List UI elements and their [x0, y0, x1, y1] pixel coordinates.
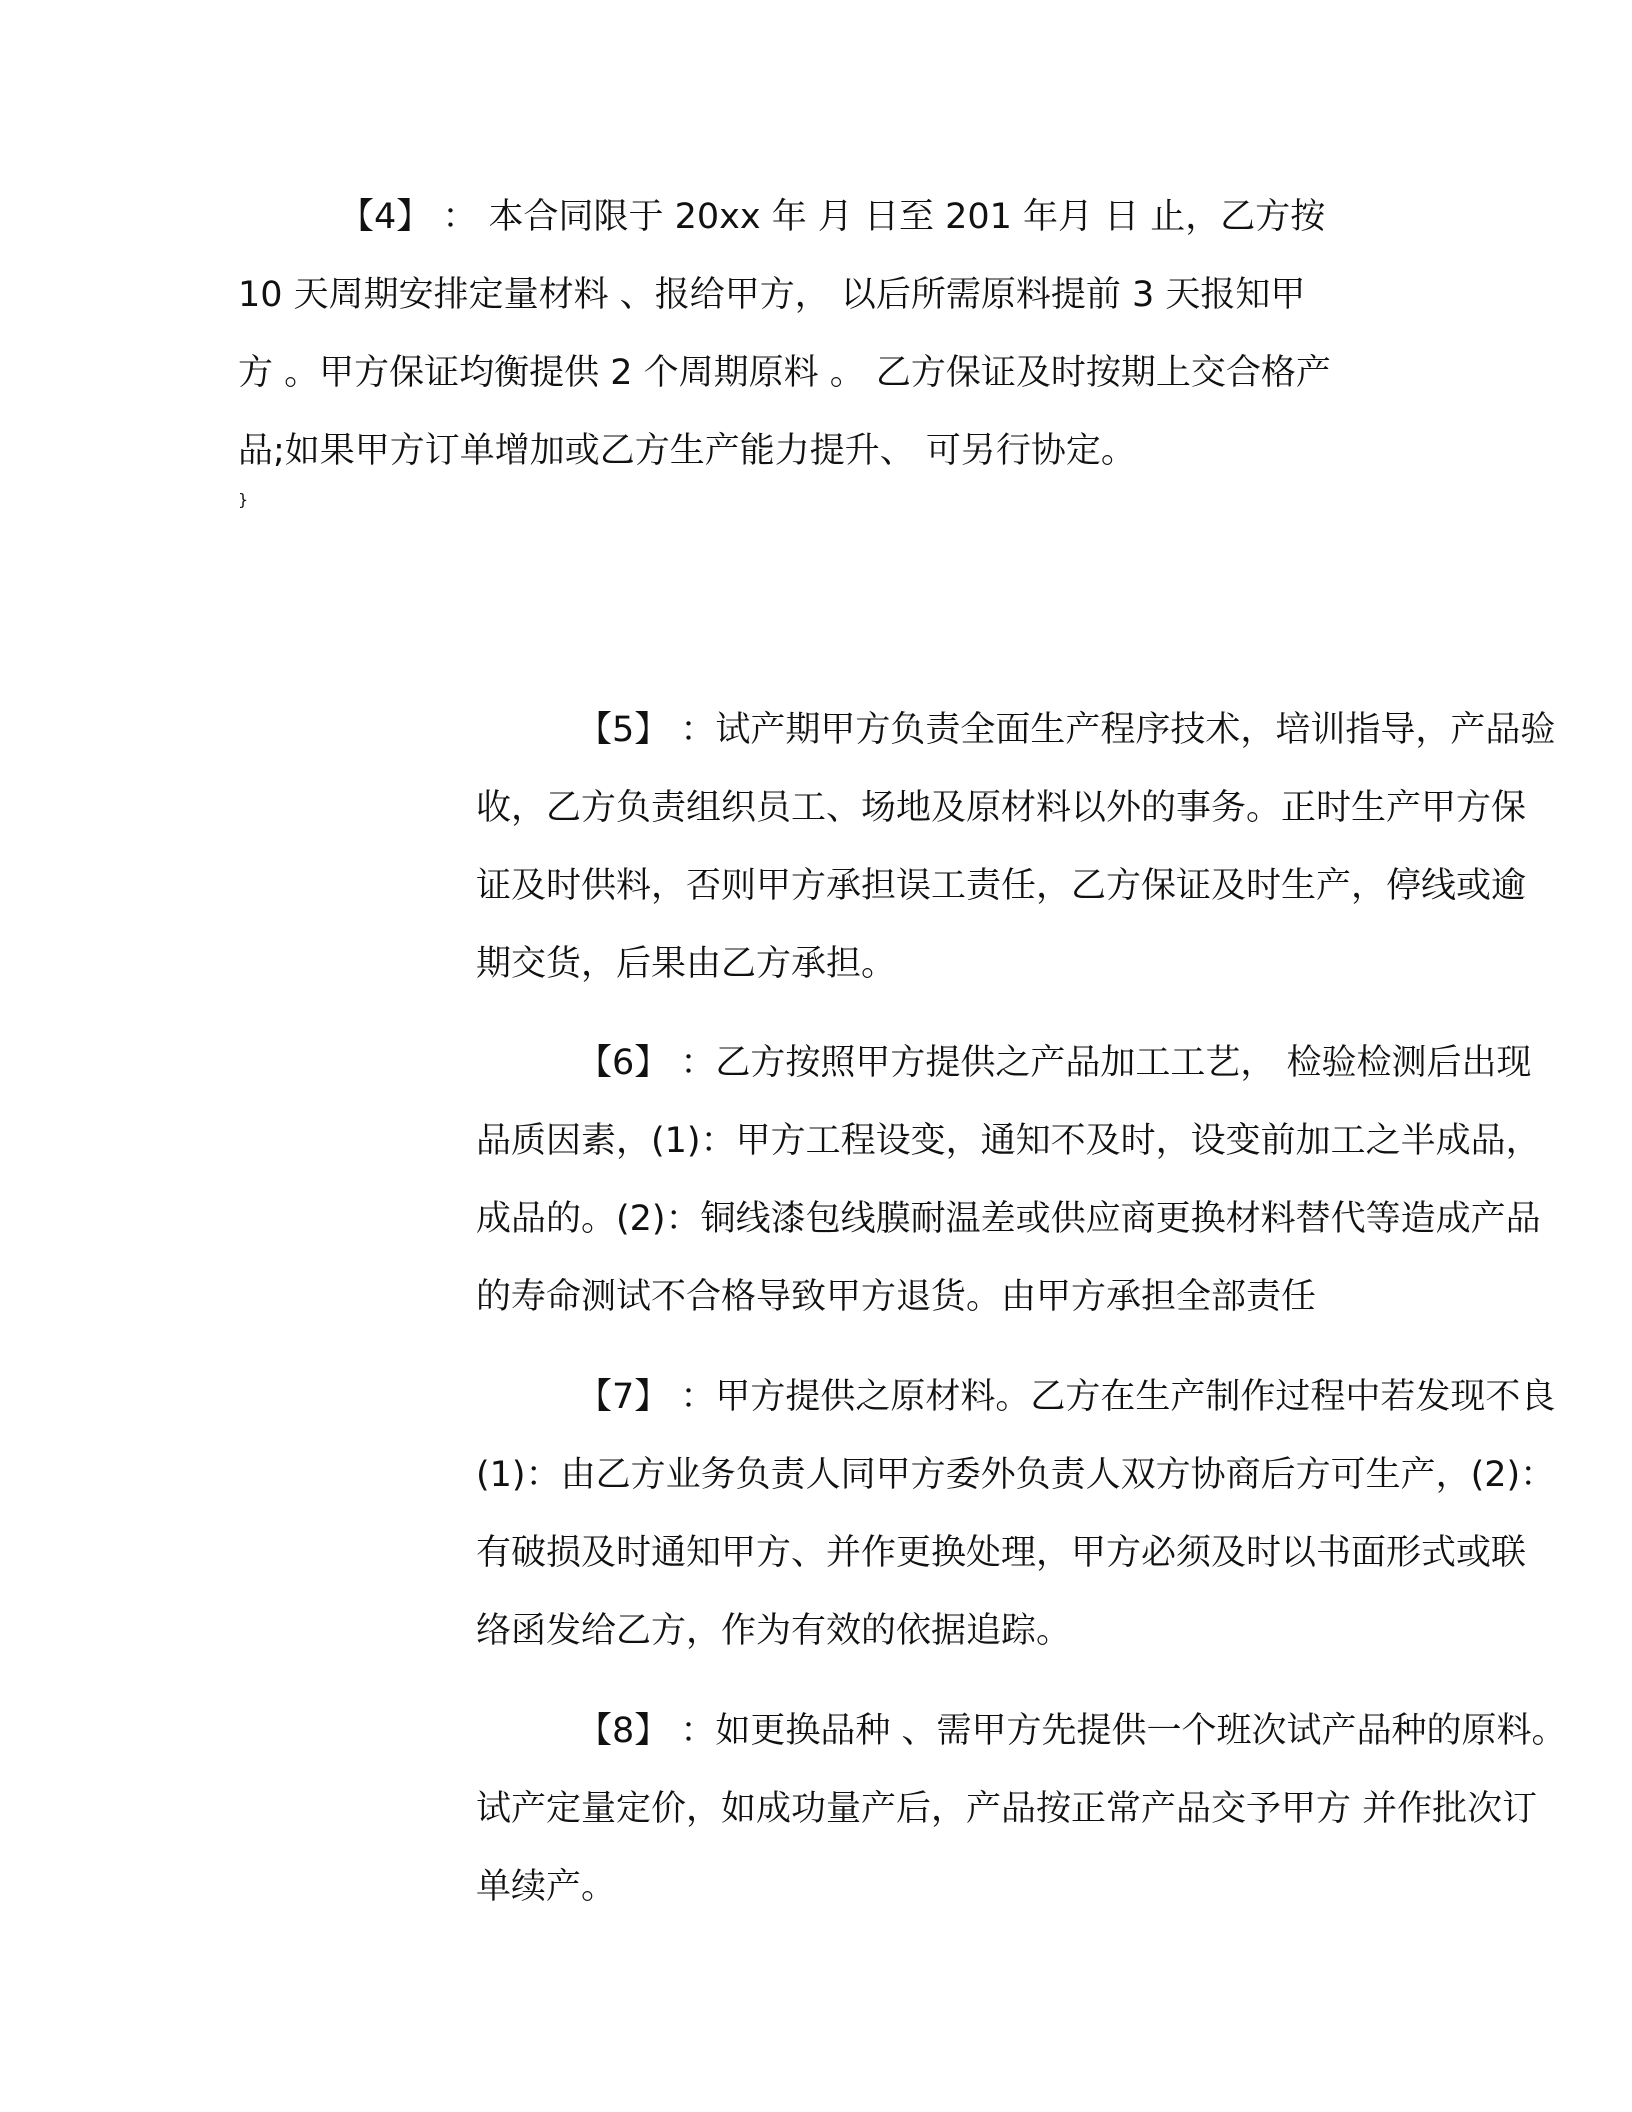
clause-line: 【6】 ：乙方按照甲方提供之产品加工工艺， 检验检测后出现 — [577, 1043, 1532, 1083]
clause-line: (1)：由乙方业务负责人同甲方委外负责人双方协商后方可生产，(2)： — [476, 1455, 1556, 1495]
clause-line: 10 天周期安排定量材料 、报给甲方， 以后所需原料提前 3 天报知甲 — [238, 275, 1306, 315]
clause-line: 品;如果甲方订单增加或乙方生产能力提升、 可另行协定。 — [238, 431, 1136, 471]
clause-line: 络函发给乙方，作为有效的依据追踪。 — [476, 1611, 1072, 1651]
clause-line: 收，乙方负责组织员工、场地及原材料以外的事务。正时生产甲方保 — [476, 788, 1527, 828]
clause-line: 品质因素，(1)：甲方工程设变，通知不及时，设变前加工之半成品， — [476, 1121, 1541, 1161]
clause-line: 单续产。 — [476, 1867, 617, 1907]
clause-6 — [476, 1024, 1626, 1336]
clause-line: 期交货，后果由乙方承担。 — [476, 944, 897, 984]
clause-line: 【7】 ：甲方提供之原材料。乙方在生产制作过程中若发现不良 — [577, 1377, 1556, 1417]
clause-line: 成品的。(2)：铜线漆包线膜耐温差或供应商更换材料替代等造成产品 — [476, 1199, 1541, 1239]
clause-line: 有破损及时通知甲方、并作更换处理，甲方必须及时以书面形式或联 — [476, 1533, 1527, 1573]
clause-line: 的寿命测试不合格导致甲方退货。由甲方承担全部责任 — [476, 1277, 1317, 1317]
clause-line: 【5】 ：试产期甲方负责全面生产程序技术，培训指导，产品验 — [577, 710, 1556, 750]
clause-line: 试产定量定价，如成功量产后，产品按正常产品交予甲方 并作批次订 — [476, 1789, 1538, 1829]
clause-line: 【8】 ：如更换品种 、需甲方先提供一个班次试产品种的原料。 — [577, 1711, 1567, 1751]
clause-7 — [476, 1358, 1626, 1670]
clause-line: 证及时供料，否则甲方承担误工责任，乙方保证及时生产，停线或逾 — [476, 866, 1527, 906]
clause-line: 方 。甲方保证均衡提供 2 个周期原料 。 乙方保证及时按期上交合格产 — [238, 353, 1331, 393]
clause-5 — [476, 691, 1626, 1003]
clause-line: 【4】 ： 本合同限于 20xx 年 月 日至 201 年月 日 止，乙方按 — [339, 197, 1326, 237]
clause-4: 【4】 ： 本合同限于 20xx 年 月 日至 201 年月 日 止，乙方按 10 天周期安排定量材料 、报给甲方， 以后所需原料提前 3 天报知甲 方 。甲方保证均衡提供 2 个周期原料 。 乙方保证及时按期上交合格产 品;如果甲方订单增加或乙方生产能力提升、 可另行协定。 } 【5】 ：试产期甲方负责全面生产程序技术，培训指导，产品验 收，乙方负责组织员工、场地及原材料以外的事务。正时生产甲方保 证及时供料，否则甲方承担误工责任，乙方保证及时生产，停线或逾 期交货，后果由乙方承担。 【6】 ：乙方按照甲方提供之产品加工工艺， 检验检测后出现 品质因素，(1)：甲方工程设变，通知不及时，设变前加工之半成品， 成品的。(2)：铜线漆包线膜耐温差或供应商更换材料替代等造成产品 的寿命测试不合格导致甲方退货。由甲方承担全部责任 【7】 ：甲方提供之原材料。乙方在生产制作过程中若发现不良 (1)：由乙方业务负责人同甲方委外负责人双方协商后方可生产，(2)： 有破损及时通知甲方、并作更换处理，甲方必须及时以书面形式或联 络函发给乙方，作为有效的依据追踪。 【8】 ：如更换品种 、需甲方先提供一个班次试产品种的原料。 试产定量定价，如成功量产后，产品按正常产品交予甲方 并作批次订 单续产。 — [238, 178, 1388, 509]
clause-8 — [476, 1692, 1626, 1926]
